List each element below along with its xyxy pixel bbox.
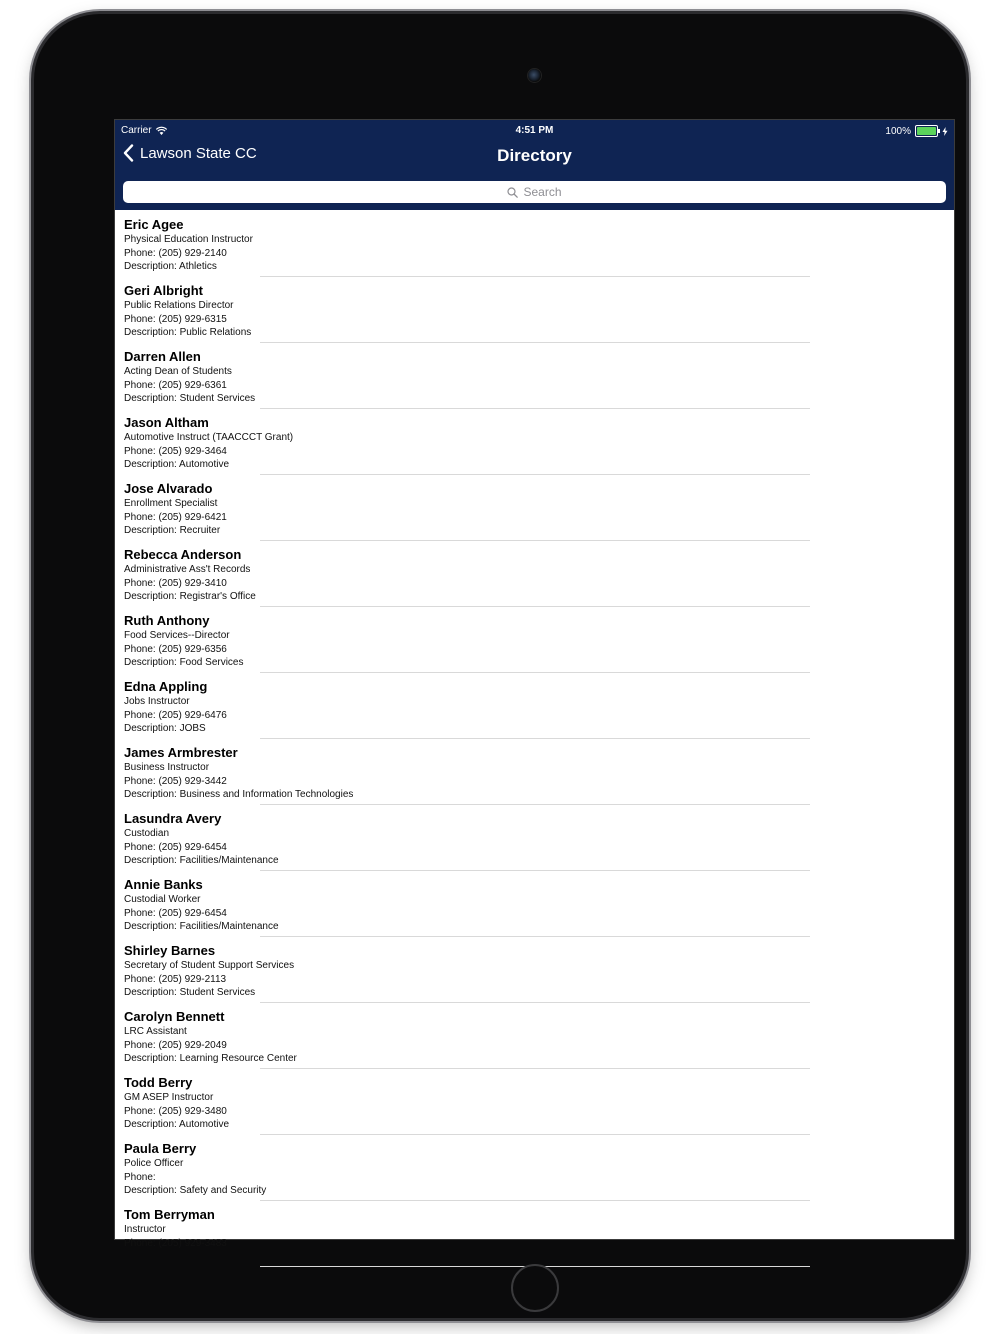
directory-row[interactable] (115, 475, 954, 541)
person-phone: Phone: (205) 929-3483 (124, 1237, 227, 1249)
person-description: Description: Student Services (124, 393, 256, 404)
person-title: GM ASEP Instructor (124, 1092, 214, 1103)
person-title: Automotive Instruct (TAACCCT Grant) (124, 432, 294, 443)
status-bar (115, 120, 954, 140)
person-description: Description: Student Services (124, 987, 256, 998)
home-button[interactable] (511, 1264, 559, 1312)
person-title: Enrollment Specialist (124, 498, 218, 509)
person-phone: Phone: (205) 929-2049 (124, 1039, 227, 1051)
directory-row[interactable] (115, 211, 954, 277)
person-phone: Phone: (205) 929-3464 (124, 445, 227, 457)
navigation-bar (115, 120, 954, 210)
person-name: Tom Berryman (124, 1207, 215, 1222)
person-title: Custodial Worker (124, 894, 201, 905)
person-title: Public Relations Director (124, 300, 234, 311)
front-camera (528, 69, 541, 82)
directory-row[interactable] (115, 937, 954, 1003)
person-description: Description: Registrar's Office (124, 591, 256, 602)
person-phone: Phone: (124, 1171, 156, 1183)
person-phone: Phone: (205) 929-6356 (124, 643, 227, 655)
person-description: Description: Facilities/Maintenance (124, 921, 279, 932)
person-name: Darren Allen (124, 349, 201, 364)
person-phone: Phone: (205) 929-6361 (124, 379, 227, 391)
directory-row[interactable] (115, 673, 954, 739)
person-phone: Phone: (205) 929-6315 (124, 313, 227, 325)
directory-row[interactable] (115, 1201, 954, 1267)
person-name: Edna Appling (124, 679, 208, 694)
search-icon (507, 187, 518, 198)
person-title: Food Services--Director (124, 630, 230, 641)
person-title: Jobs Instructor (124, 696, 190, 707)
person-description: Description: Learning Resource Center (124, 1053, 297, 1064)
person-name: Eric Agee (124, 217, 184, 232)
person-description: Description: Facilities/Maintenance (124, 855, 279, 866)
person-title: Physical Education Instructor (124, 234, 253, 245)
person-description: Description: Athletics (124, 261, 217, 272)
app-screen (114, 119, 955, 1249)
person-description: Description: Food Services (124, 657, 244, 668)
directory-row[interactable] (115, 541, 954, 607)
directory-row[interactable] (115, 607, 954, 673)
directory-row[interactable] (115, 739, 954, 805)
person-title: Administrative Ass't Records (124, 564, 251, 575)
search-input[interactable] (123, 181, 946, 203)
person-title: Custodian (124, 828, 170, 839)
person-phone: Phone: (205) 929-3410 (124, 577, 227, 589)
battery-percent: 100% (885, 125, 911, 137)
person-description: Description: Recruiter (124, 525, 221, 536)
search-placeholder: Search (523, 185, 562, 199)
charging-bolt-icon (942, 127, 948, 136)
person-description: Description: Public Relations (124, 327, 252, 338)
person-phone: Phone: (205) 929-6476 (124, 709, 227, 721)
search-bar (123, 181, 946, 203)
person-name: Rebecca Anderson (124, 547, 242, 562)
person-name: Geri Albright (124, 283, 203, 298)
person-title: LRC Assistant (124, 1026, 187, 1037)
person-phone: Phone: (205) 929-3442 (124, 775, 227, 787)
person-name: Annie Banks (124, 877, 203, 892)
person-name: James Armbrester (124, 745, 238, 760)
person-phone: Phone: (205) 929-2113 (124, 973, 227, 985)
status-time: 4:51 PM (515, 125, 554, 136)
person-description: Description: Automotive (124, 1119, 230, 1130)
person-title: Acting Dean of Students (124, 366, 232, 377)
nav-row (115, 142, 954, 172)
page-title: Directory (497, 146, 572, 165)
battery-fill (917, 127, 936, 135)
person-phone: Phone: (205) 929-6454 (124, 907, 227, 919)
directory-row[interactable] (115, 343, 954, 409)
person-name: Lasundra Avery (124, 811, 222, 826)
person-name: Todd Berry (124, 1075, 193, 1090)
battery-indicator (885, 125, 948, 137)
directory-row[interactable] (115, 1135, 954, 1201)
directory-row[interactable] (115, 805, 954, 871)
person-name: Ruth Anthony (124, 613, 210, 628)
directory-list (115, 211, 954, 1267)
person-description: Description: Automotive (124, 459, 230, 470)
person-title: Police Officer (124, 1158, 184, 1169)
person-phone: Phone: (205) 929-6421 (124, 511, 227, 523)
battery-icon (915, 125, 938, 137)
person-description: Description: Safety and Security (124, 1185, 267, 1196)
person-description: Description: JOBS (124, 723, 206, 734)
person-title: Business Instructor (124, 762, 210, 773)
ipad-frame (34, 14, 966, 1318)
directory-row[interactable] (115, 871, 954, 937)
person-title: Instructor (124, 1224, 166, 1235)
directory-row[interactable] (115, 1003, 954, 1069)
person-description: Description: Business and Information Technologies (124, 789, 354, 800)
directory-row[interactable] (115, 1069, 954, 1135)
person-phone: Phone: (205) 929-2140 (124, 247, 227, 259)
person-name: Jason Altham (124, 415, 209, 430)
person-name: Shirley Barnes (124, 943, 216, 958)
person-phone: Phone: (205) 929-3480 (124, 1105, 227, 1117)
person-name: Paula Berry (124, 1141, 197, 1156)
carrier-label: Carrier (121, 125, 152, 136)
back-label: Lawson State CC (140, 144, 257, 162)
directory-row[interactable] (115, 409, 954, 475)
person-phone: Phone: (205) 929-6454 (124, 841, 227, 853)
directory-row[interactable] (115, 277, 954, 343)
person-name: Carolyn Bennett (124, 1009, 225, 1024)
person-title: Secretary of Student Support Services (124, 960, 295, 971)
person-name: Jose Alvarado (124, 481, 213, 496)
